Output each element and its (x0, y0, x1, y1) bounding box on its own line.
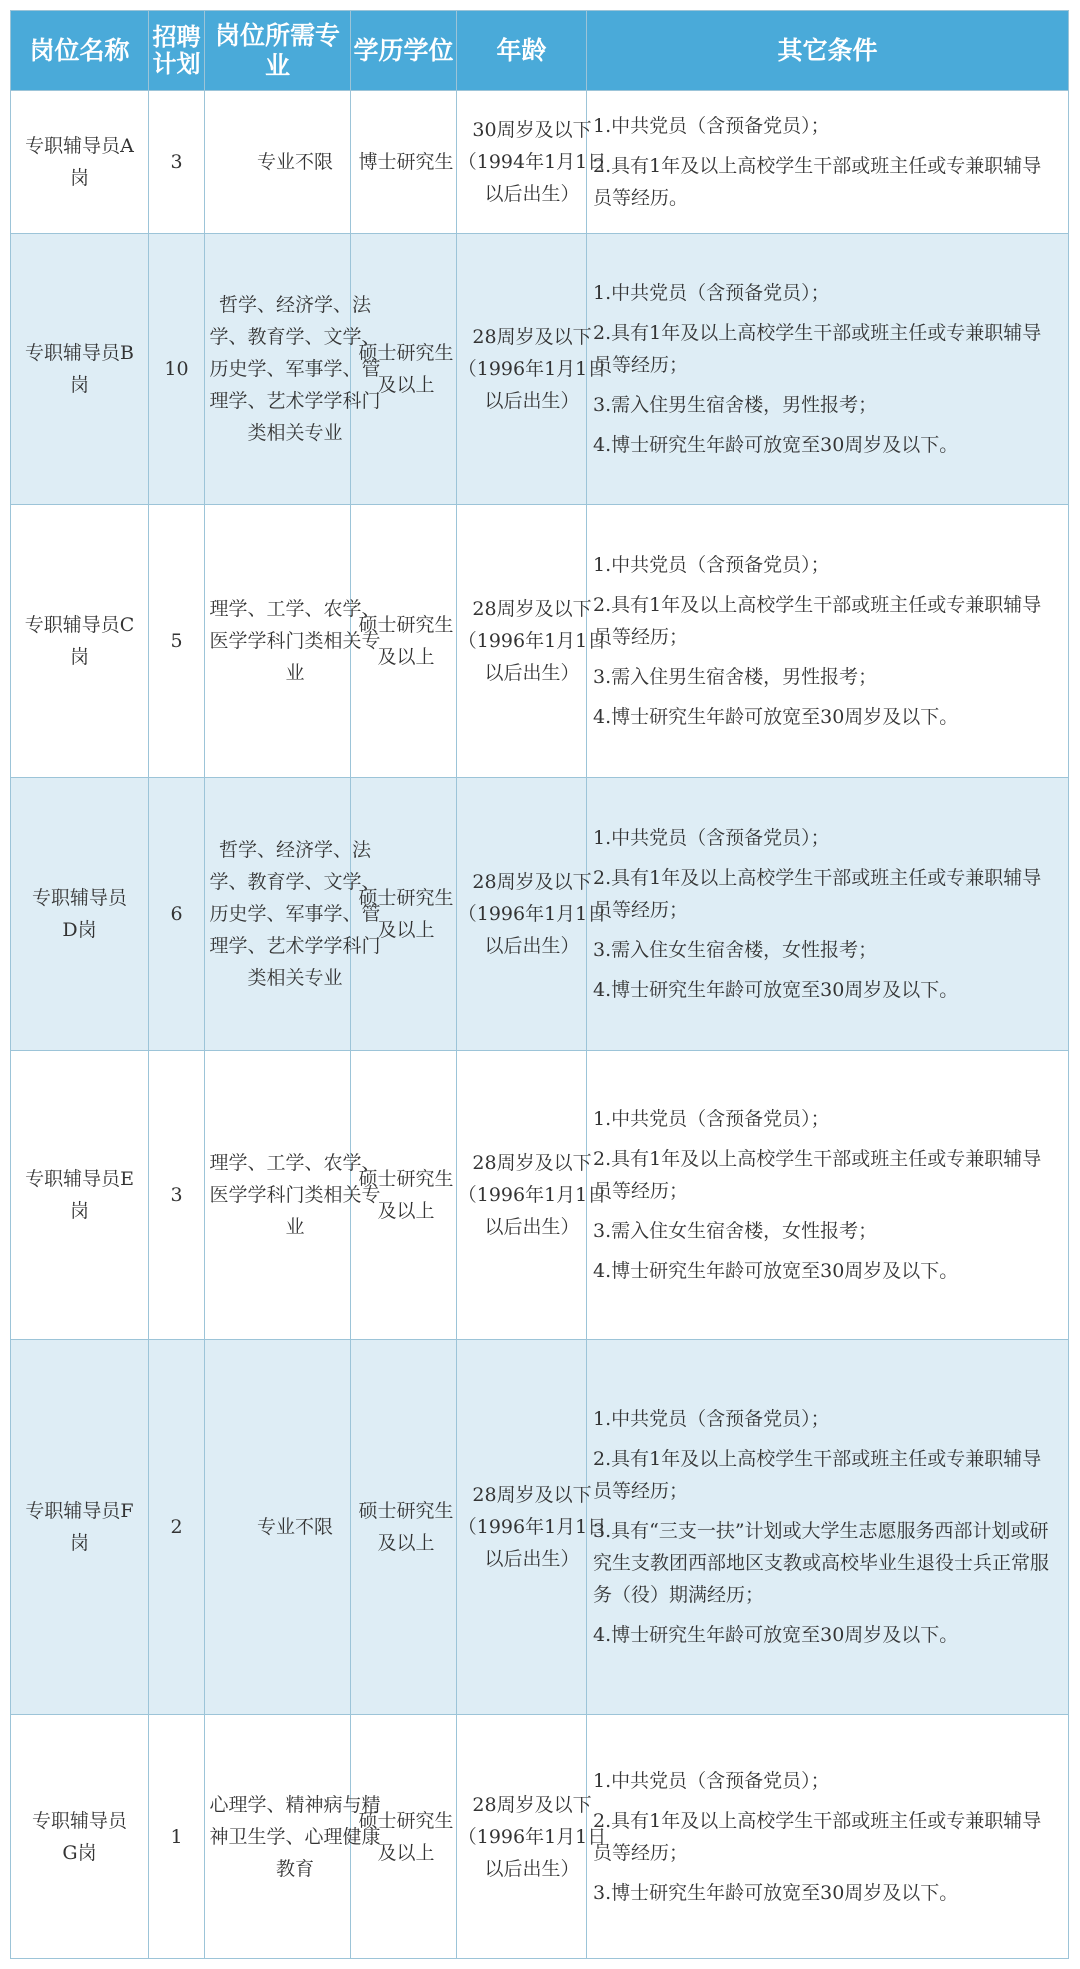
age-requirement: 30周岁及以下（1994年1月1日以后出生） (457, 119, 607, 205)
condition-item: 3.需入住男生宿舍楼，男性报考； (593, 666, 878, 688)
header-required-major: 岗位所需专业 (205, 11, 351, 91)
other-conditions-cell (587, 1340, 1069, 1715)
other-conditions-cell (587, 778, 1069, 1051)
header-hiring-plan-label: 招聘计划 (152, 22, 201, 78)
age-requirement-cell (457, 505, 607, 778)
other-conditions-cell (587, 1051, 1069, 1340)
condition-item: 2.具有1年及以上高校学生干部或班主任或专兼职辅导员等经历； (593, 1809, 1042, 1864)
condition-item: 3.需入住男生宿舍楼，男性报考； (593, 394, 878, 416)
hiring-count: 5 (170, 630, 183, 652)
required-major: 心理学、精神病与精神卫生学、心理健康教育 (209, 1793, 381, 1880)
age-requirement: 28周岁及以下（1996年1月1日以后出生） (457, 326, 607, 412)
required-major-cell (205, 234, 381, 505)
table-row (11, 234, 1069, 505)
hiring-count-cell (149, 1715, 205, 1959)
position-name-cell (11, 1340, 149, 1715)
table-row (11, 505, 1069, 778)
position-name: 专职辅导员E岗 (25, 1168, 134, 1222)
degree: 硕士研究生及以上 (358, 887, 454, 941)
condition-item: 1.中共党员（含预备党员）； (593, 1769, 830, 1792)
other-conditions-cell (587, 234, 1069, 505)
age-requirement: 28周岁及以下（1996年1月1日以后出生） (457, 1152, 607, 1238)
position-name-cell (11, 505, 149, 778)
hiring-count-cell (149, 1340, 205, 1715)
degree-cell (351, 91, 457, 234)
age-requirement: 28周岁及以下（1996年1月1日以后出生） (457, 598, 607, 684)
other-conditions-cell (587, 91, 1069, 234)
recruitment-table (10, 10, 1069, 1959)
required-major: 专业不限 (256, 1516, 333, 1538)
hiring-count-cell (149, 91, 205, 234)
age-requirement-cell (457, 778, 607, 1051)
position-name: 专职辅导员F岗 (25, 1500, 134, 1554)
hiring-count-cell (149, 1051, 205, 1340)
hiring-count: 2 (170, 1516, 183, 1538)
condition-item: 3.需入住女生宿舍楼，女性报考； (593, 1220, 878, 1242)
required-major: 理学、工学、农学、医学学科门类相关专业 (209, 598, 381, 684)
required-major-cell (205, 1051, 381, 1340)
condition-item: 4.博士研究生年龄可放宽至30周岁及以下。 (593, 434, 959, 456)
age-requirement-cell (457, 1715, 607, 1959)
condition-item: 4.博士研究生年龄可放宽至30周岁及以下。 (593, 706, 959, 728)
header-other-conditions: 其它条件 (587, 11, 1069, 91)
table-row (11, 91, 1069, 234)
degree: 硕士研究生及以上 (358, 1500, 454, 1554)
condition-item: 1.中共党员（含预备党员）； (593, 1408, 830, 1430)
condition-item: 4.博士研究生年龄可放宽至30周岁及以下。 (593, 979, 959, 1001)
table-row (11, 1715, 1069, 1959)
condition-item: 1.中共党员（含预备党员）； (593, 1108, 830, 1130)
degree: 硕士研究生及以上 (358, 1809, 454, 1864)
header-position-name: 岗位名称 (11, 11, 149, 91)
age-requirement: 28周岁及以下（1996年1月1日以后出生） (457, 1484, 607, 1570)
age-requirement-cell (457, 91, 607, 234)
position-name-cell (11, 91, 149, 234)
degree: 硕士研究生及以上 (358, 614, 454, 668)
required-major-cell (205, 1340, 351, 1715)
required-major: 理学、工学、农学、医学学科门类相关专业 (209, 1152, 381, 1238)
hiring-count: 3 (170, 1184, 183, 1206)
hiring-count-cell (149, 505, 205, 778)
other-conditions-cell (587, 1715, 1069, 1959)
degree: 硕士研究生及以上 (358, 342, 454, 396)
table-row (11, 1340, 1069, 1715)
condition-item: 2.具有1年及以上高校学生干部或班主任或专兼职辅导员等经历。 (593, 155, 1042, 209)
hiring-count-cell (149, 234, 205, 505)
position-name-cell (11, 1715, 149, 1959)
condition-item: 4.博士研究生年龄可放宽至30周岁及以下。 (593, 1624, 959, 1646)
table-row (11, 778, 1069, 1051)
position-name-cell (11, 1051, 149, 1340)
age-requirement-cell (457, 1051, 607, 1340)
required-major-cell (205, 1715, 381, 1959)
condition-item: 1.中共党员（含预备党员）； (593, 554, 830, 576)
table-body (11, 91, 1069, 1959)
condition-item: 2.具有1年及以上高校学生干部或班主任或专兼职辅导员等经历； (593, 1448, 1042, 1502)
condition-item: 3.需入住女生宿舍楼，女性报考； (593, 939, 878, 961)
hiring-count: 3 (170, 151, 183, 173)
header-age: 年龄 (457, 11, 587, 91)
degree: 硕士研究生及以上 (358, 1168, 454, 1222)
condition-item: 2.具有1年及以上高校学生干部或班主任或专兼职辅导员等经历； (593, 322, 1042, 376)
header-hiring-plan (149, 11, 205, 91)
condition-item: 1.中共党员（含预备党员）； (593, 282, 830, 304)
required-major-cell (205, 505, 381, 778)
position-name-cell (11, 778, 149, 1051)
condition-item: 3.博士研究生年龄可放宽至30周岁及以下。 (593, 1881, 959, 1904)
condition-item: 1.中共党员（含预备党员）； (593, 115, 830, 137)
age-requirement: 28周岁及以下（1996年1月1日以后出生） (457, 871, 607, 957)
condition-item: 4.博士研究生年龄可放宽至30周岁及以下。 (593, 1260, 959, 1282)
position-name: 专职辅导员G岗 (31, 1809, 127, 1864)
position-name-cell (11, 234, 149, 505)
condition-item: 1.中共党员（含预备党员）； (593, 827, 830, 849)
table-row (11, 1051, 1069, 1340)
hiring-count-cell (149, 778, 205, 1051)
required-major-cell (205, 91, 351, 234)
required-major: 哲学、经济学、法学、教育学、文学、历史学、军事学、管理学、艺术学学科门类相关专业 (209, 294, 381, 444)
condition-item: 2.具有1年及以上高校学生干部或班主任或专兼职辅导员等经历； (593, 594, 1042, 648)
condition-item: 3.具有“三支一扶”计划或大学生志愿服务西部计划或研究生支教团西部地区支教或高校毕业生退役士兵正常服务（役）期满经历； (593, 1520, 1050, 1606)
required-major: 哲学、经济学、法学、教育学、文学、历史学、军事学、管理学、艺术学学科门类相关专业 (209, 839, 381, 989)
age-requirement: 28周岁及以下（1996年1月1日以后出生） (457, 1793, 607, 1880)
position-name: 专职辅导员B岗 (25, 342, 134, 396)
header-row (11, 11, 1069, 91)
hiring-count: 1 (170, 1825, 183, 1848)
header-degree: 学历学位 (351, 11, 457, 91)
hiring-count: 10 (164, 358, 189, 380)
hiring-count: 6 (170, 903, 183, 925)
degree-cell (351, 1340, 457, 1715)
required-major-cell (205, 778, 381, 1051)
age-requirement-cell (457, 1340, 607, 1715)
other-conditions-cell (587, 505, 1069, 778)
age-requirement-cell (457, 234, 607, 505)
position-name: 专职辅导员D岗 (31, 887, 127, 941)
condition-item: 2.具有1年及以上高校学生干部或班主任或专兼职辅导员等经历； (593, 1148, 1042, 1202)
degree: 博士研究生 (358, 151, 454, 173)
required-major: 专业不限 (256, 151, 333, 173)
condition-item: 2.具有1年及以上高校学生干部或班主任或专兼职辅导员等经历； (593, 867, 1042, 921)
position-name: 专职辅导员C岗 (24, 614, 135, 668)
position-name: 专职辅导员A岗 (25, 135, 134, 189)
